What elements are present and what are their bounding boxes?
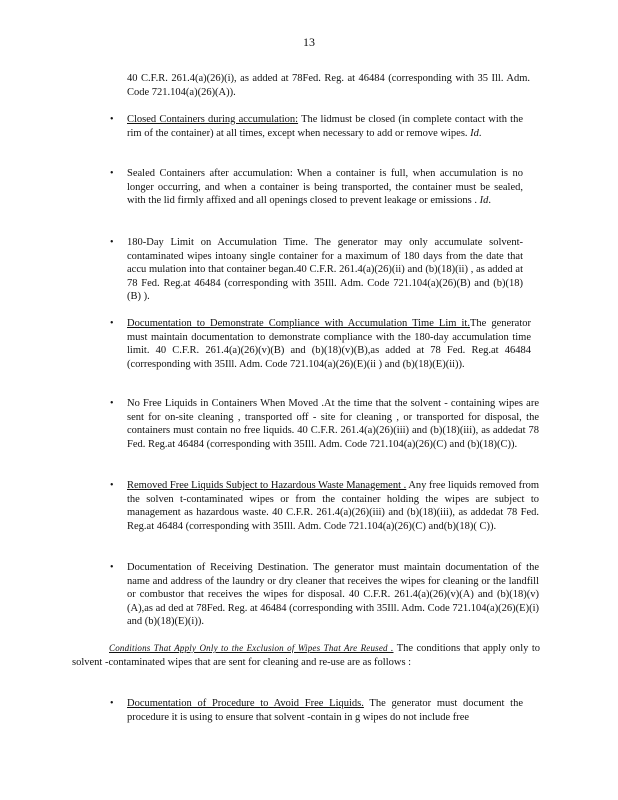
bullet-180-day-limit [127,236,523,304]
bullet-marker: • [110,398,114,409]
bullet-marker: • [110,168,114,179]
bullet-marker: • [110,114,114,125]
bullet-body: The generator must maintain documentation to demonstrate compliance with the 180-day accumulation time limit. 40 C.F.R. 261.4(a)(26)(v)(B) and (b)(18)(v)(B),as added at 78 Fed. Reg.at 46484 (corresponding with 35Ill. Adm. Code 721.104(a)(26)(E)(ii ) and (b)(18)(E)(ii)). [127,318,532,370]
bullet-marker: • [110,237,114,248]
bullet-cite: Id [470,127,479,139]
section-heading: Conditions That Apply Only to the Exclusion of Wipes That Are Reused . [109,643,394,653]
bullet-marker: • [110,480,114,491]
bullet-documentation-procedure [127,697,523,724]
bullet-marker: • [110,562,114,573]
bullet-heading: Documentation to Demonstrate Compliance with Accumulation Time Lim it. [127,318,470,329]
bullet-removed-free-liquids [127,479,539,533]
bullet-sealed-containers [127,167,523,208]
bullet-no-free-liquids [127,397,539,451]
page-number: 13 [303,35,315,49]
bullet-body: 180-Day Limit on Accumulation Time. The generator may only accumulate solvent-contaminated wipes intoany single container for a maximum of 180 days from the date that accu mulation into that container began.40 C.F.R. 261.4(a)(26)(ii) and (b)(18)(ii) , as added at 78 Fed. Reg.at 46484 (corresponding with 35Ill. Adm. Code 721.104(a)(26)(B) and (b)(18)(B) ). [127,237,523,303]
bullet-heading: Removed Free Liquids Subject to Hazardous Waste Management . [127,480,407,491]
continuation-paragraph: 40 C.F.R. 261.4(a)(26)(i), as added at 78Fed. Reg. at 46484 (corresponding with 35 Ill. Adm. Code 721.104(a)(26)(A)). [127,73,530,98]
bullet-body: Any free liquids removed from the solven t-contaminated wipes or from the container holding the wipes are subject to management as hazardous waste. 40 C.F.R. 261.4(a)(26)(iii) and (b)(18)(iii), as addedat 78 Fed. Reg.at 46484 (corresponding with 35Ill. Adm. Code 721.104(a)(26)(C) and(b)(18)( C)). [127,480,539,532]
bullet-tail: . [488,195,492,207]
bullet-tail: . [478,127,482,139]
bullet-receiving-destination [127,561,539,629]
bullet-heading: Closed Containers during accumulation: [127,114,299,125]
bullet-heading: Documentation of Procedure to Avoid Free Liquids. [127,698,364,709]
section-body: The conditions that apply only to solvent -contaminated wipes that are sent for cleaning and re-use are as follows : [72,643,540,668]
bullet-body: The generator must document the procedure it is using to ensure that solvent -contain in g wipes do not include free [127,698,523,723]
bullet-documentation-compliance [127,317,531,371]
section-reused-wipes [72,642,540,669]
bullet-marker: • [110,698,114,709]
bullet-cite: Id [479,195,489,207]
bullet-body: Documentation of Receiving Destination. The generator must maintain documentation of the name and address of the laundry or dry cleaner that receives the wipes for cleaning or the landfill or combustor that receives the wipes for disposal. 40 C.F.R. 261.4(a)(26)(v)(A) and (b)(18)(v)(A),as ad ded at 78Fed. Reg. at 46484 (corresponding with 35Ill. Adm. Code 721.104(a)(26)(E)(i) and (b)(18)(E)(i)). [127,562,539,628]
bullet-body: No Free Liquids in Containers When Moved .At the time that the solvent - containing wipes are sent for on-site cleaning , transported off - site for cleaning , or transported for disposal, the containers must contain no free liquids. 40 C.F.R. 261.4(a)(26)(iii) and (b)(18)(iii), as addedat 78 Fed. Reg.at 46484 (corresponding with 35Ill. Adm. Code 721.104(a)(26)(C) and (b)(18)(C)). [127,398,539,450]
bullet-body: The lidmust be closed (in complete contact with the rim of the container) at all times, except when necessary to add or remove wipes. [127,114,523,139]
bullet-marker: • [110,318,114,329]
bullet-closed-containers [127,113,523,140]
bullet-body: Sealed Containers after accumulation: When a container is full, when accumulation is no longer occurring, and when a container is being transported, the container must be sealed, with the lid firmly affixed and all openings closed to prevent leakage or emissions . [127,168,523,207]
